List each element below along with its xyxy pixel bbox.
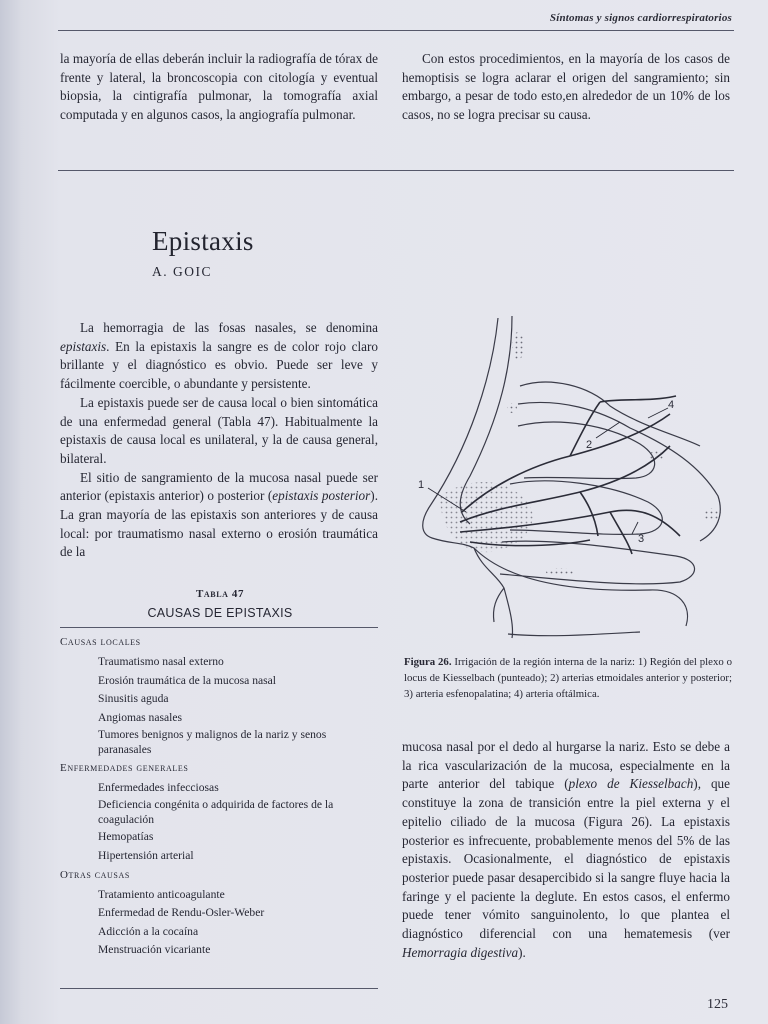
table-category: Otras causas <box>60 868 130 881</box>
body-text: La hemorragia de las fosas nasales, se denomina <box>80 320 378 335</box>
top-left-paragraph <box>60 50 378 125</box>
running-head: Síntomas y signos cardiorrespiratorios <box>549 12 732 24</box>
body-emphasis: epistaxis <box>60 338 107 354</box>
table-item: Enfermedades infecciosas <box>98 780 219 794</box>
body-text: ). La gran mayoría de las epistaxis son anteriores y de causa local: por traumatismo nasal externo o erosión traumática de la <box>60 488 378 560</box>
body-text: ). <box>518 944 526 960</box>
figure-label-3: 3 <box>638 533 645 545</box>
body-paragraph-3 <box>60 469 378 563</box>
body-right-paragraph <box>402 738 730 962</box>
figure-caption-text: Irrigación de la región interna de la nariz: 1) Región del plexo o locus de Kiesselbach (punteado); 2) arterias etmoidales anterior y posterior; 3) arteria esfenopalatina; 4) arteria oftálmica. <box>404 656 733 700</box>
figure-label-1: 1 <box>418 479 425 491</box>
top-left-text: la mayoría de ellas deberán incluir la radiografía de tórax de frente y lateral, la broncoscopia con citología y eventual biopsia, la cintigrafía pulmonar, la tomografía axial computada y en algunos casos, la angiografía pulmonar. <box>60 51 378 123</box>
body-emphasis: Hemorragia digestiva <box>402 944 519 960</box>
figure-label-2: 2 <box>586 439 593 451</box>
body-left-column <box>60 319 378 562</box>
figure-caption <box>404 654 732 702</box>
table-label-text: Tabla 47 <box>195 588 245 600</box>
nasal-anatomy-figure <box>400 316 730 644</box>
header-rule <box>58 30 734 31</box>
table-category: Enfermedades generales <box>60 761 189 774</box>
table-item: Tratamiento anticoagulante <box>98 887 225 901</box>
body-text: . En la epistaxis la sangre es de color rojo claro brillante y el diagnóstico es obvio. Puede ser leve y fácilmente coercible, o abundante y persistente. <box>60 338 378 392</box>
table-top-rule <box>60 627 378 628</box>
figure-caption-label: Figura 26. <box>404 656 452 668</box>
body-right-column <box>402 738 730 962</box>
body-text: ), que constituye la zona de transición entre la piel externa y el epitelio ciliado de la mucosa (Figura 26). La epistaxis posterior es infrecuente, probablemente menos del 5% de las epistaxis. Ocasionalmente, el diagnóstico de epistaxis posterior puede pasar desapercibido si la sangre fluye hacia la faringe y el paciente la deglute. En estos casos, el enfermo puede tener vómito sanguinolento, lo que plantea el diagnóstico diferencial con una hematemesis (ver <box>402 776 731 942</box>
table-bottom-rule <box>60 988 378 989</box>
table-item: Enfermedad de Rendu-Osler-Weber <box>98 906 265 920</box>
table-body <box>60 633 378 960</box>
table-title: CAUSAS DE EPISTAXIS <box>147 606 293 620</box>
table-item: Tumores benignos y malignos de la nariz y senos paranasales <box>98 728 327 756</box>
figure-label-4: 4 <box>668 399 675 411</box>
body-emphasis: plexo de Kiesselbach <box>568 776 694 792</box>
table-item: Hemopatías <box>98 830 154 844</box>
top-right-paragraph <box>402 50 730 125</box>
section-rule <box>58 170 734 171</box>
page-number: 125 <box>707 997 728 1012</box>
table-item: Traumatismo nasal externo <box>98 655 224 669</box>
body-text: mucosa nasal por el dedo al hurgarse la nariz. Esto se debe a la rica vascularización de la mucosa, especialmente en la parte anterior del tabique ( <box>402 739 730 792</box>
table-item: Hipertensión arterial <box>98 848 194 862</box>
section-author: A. GOIC <box>152 264 212 279</box>
body-text: El sitio de sangramiento de la mucosa nasal puede ser anterior (epistaxis anterior) o posterior ( <box>60 469 378 504</box>
table-category: Causas locales <box>60 636 141 648</box>
table-item: Menstruación vicariante <box>98 943 211 957</box>
table-item: Sinusitis aguda <box>98 692 169 706</box>
table-item: Erosión traumática de la mucosa nasal <box>98 673 277 687</box>
table-item: Angiomas nasales <box>98 710 183 724</box>
body-paragraph-1 <box>60 319 378 394</box>
table-label <box>60 588 380 600</box>
body-paragraph-2: La epistaxis puede ser de causa local o bien sintomática de una enfermedad general (Tabla 47). Habitualmente la epistaxis de causa local es unilateral, y la de causa general, bilateral. <box>60 394 378 466</box>
nasal-anatomy-illustration <box>400 316 730 644</box>
body-emphasis: epistaxis posterior <box>272 488 371 504</box>
table-item: Deficiencia congénita o adquirida de factores de la coagulación <box>98 798 334 826</box>
table-item: Adicción a la cocaína <box>98 924 199 938</box>
top-right-text: Con estos procedimientos, en la mayoría de los casos de hemoptisis se logra aclarar el origen del sangramiento; sin embargo, a pesar de todo esto,en alrededor de un 10% de los casos, no se logra precisar su causa. <box>402 51 730 123</box>
section-title: Epistaxis <box>152 226 254 256</box>
